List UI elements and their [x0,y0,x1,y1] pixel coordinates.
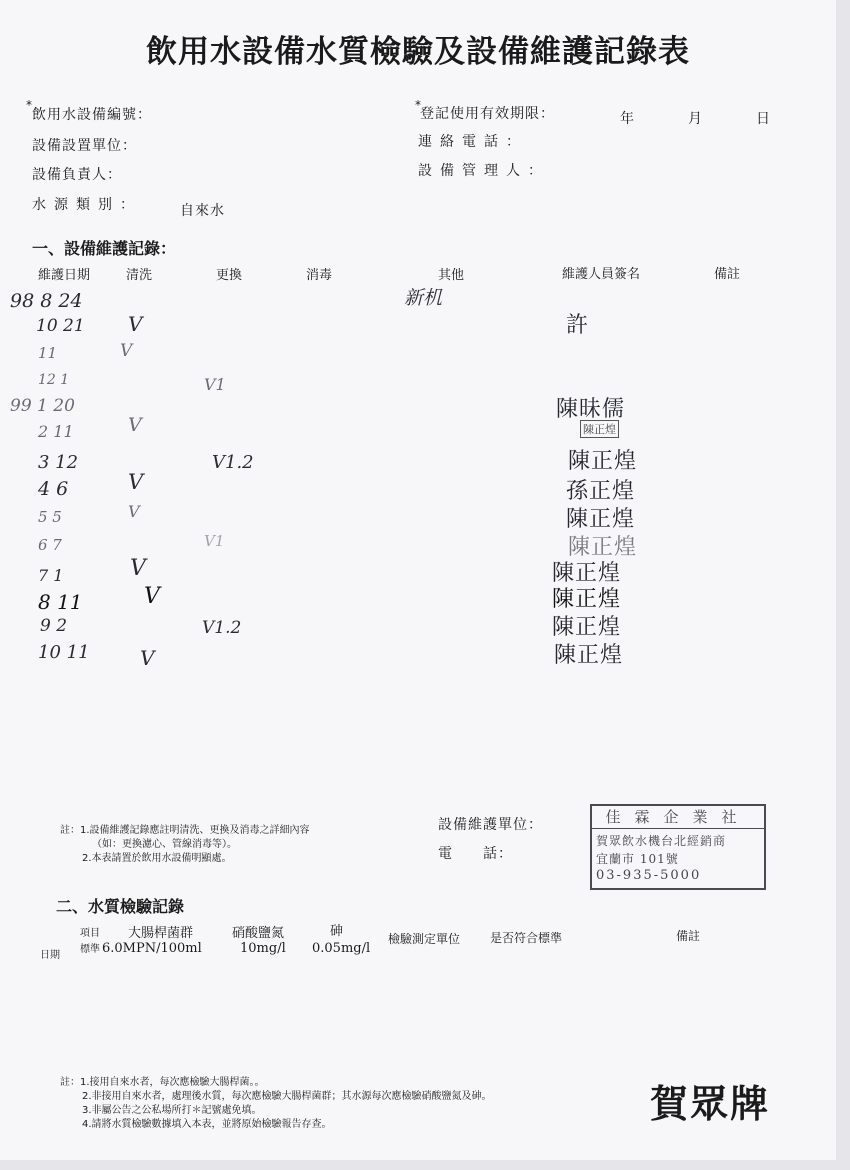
item-label: 項目 [80,928,100,939]
col-disinfect: 消毒 [306,268,333,283]
row-date: 3 12 [38,452,79,473]
company-stamp [590,804,766,890]
row-signature: 孫正煌 [566,479,636,504]
install-unit-label: 設備設置單位： [32,138,137,154]
standard-arsenic: 0.05mg/l [312,941,371,956]
row-date: 6 7 [38,536,62,554]
standard-label: 標準 [80,944,100,955]
row-clean-check: V [130,556,146,581]
row-signature: 陳昧儒 [556,397,626,422]
note-line: 4.請將水質檢驗數據填入本表，並將原始檢驗報告存查。 [82,1119,332,1130]
row-date: 98 8 24 [10,290,83,312]
row-replace: V1 [204,532,225,550]
valid-until-label: 登記使用有效期限： [420,106,555,122]
col-test-unit: 檢驗測定單位 [388,932,461,946]
row-signature: 許 [566,313,590,338]
row-other: 新机 [404,287,443,309]
row-replace: V1.2 [202,618,242,638]
small-signature-stamp: 陳正煌 [580,420,619,438]
year-label: 年 [620,111,635,127]
row-date: 2 11 [38,422,74,441]
maintenance-phone-label: 電 話： [438,846,513,862]
standard-coliform: 6.0MPN/100ml [102,941,202,956]
col-remarks-2: 備註 [676,929,701,943]
stamp-dealer: 賀眾飲水機台北經銷商 [596,834,727,848]
maintenance-section-title: 一、設備維護記錄： [32,239,177,258]
water-source-label: 水源類別： [32,197,142,213]
water-test-notes [60,1076,492,1132]
row-clean-check: V [128,414,142,436]
col-remarks: 備註 [714,267,741,282]
note-line: 註：1.設備維護記錄應註明清洗、更換及消毒之詳細內容 [60,825,310,836]
row-clean-check: V [128,470,144,494]
water-source-value: 自來水 [180,203,225,219]
note-line: 2.本表請置於飲用水設備明顯處。 [82,853,232,864]
col-coliform: 大腸桿菌群 [128,926,194,941]
row-signature: 陳正煌 [566,507,636,532]
row-clean-check: V [128,312,143,336]
row-clean-check: V [120,341,133,361]
row-date: 5 5 [38,508,62,526]
stamp-phone: 03-935-5000 [596,868,702,883]
col-arsenic: 砷 [330,924,344,939]
month-label: 月 [688,111,703,127]
row-date: 10 11 [38,642,90,663]
row-replace: V1 [204,375,226,394]
row-signature: 陳正煌 [552,561,622,586]
row-date: 4 6 [38,478,69,500]
day-label: 日 [756,111,771,127]
brand-logo: 賀眾牌 [650,1082,771,1126]
col-replace: 更換 [216,268,243,283]
row-date: 10 21 [36,316,85,336]
row-signature: 陳正煌 [568,535,638,560]
row-date: 8 11 [38,590,83,614]
col-meets-standard: 是否符合標準 [490,931,563,945]
col-other: 其他 [438,268,465,283]
stamp-address: 宜蘭市 101號 [596,852,679,866]
col-nitrate: 硝酸鹽氮 [232,926,285,941]
row-replace: V1.2 [212,452,254,473]
col-maintenance-date: 維護日期 [38,268,91,283]
row-clean-check: V [144,584,160,609]
asterisk-mark-2: * [415,98,421,112]
manager-label: 設備管理人： [418,163,550,179]
note-line: 註：1.接用自來水者，每次應檢驗大腸桿菌。。 [60,1077,265,1088]
row-signature: 陳正煌 [552,615,622,640]
row-date: 11 [38,344,58,362]
owner-label: 設備負責人： [32,167,122,183]
row-clean-check: V [128,502,140,521]
col-clean: 清洗 [126,268,153,283]
contact-phone-label: 連絡電話： [418,134,528,150]
date-label: 日期 [40,950,60,961]
row-date: 99 1 20 [10,396,75,416]
standard-nitrate: 10mg/l [240,941,286,956]
note-line: 3.非屬公告之公私場所打＊記號處免填。 [82,1105,262,1116]
water-test-section-title: 二、水質檢驗記錄 [56,897,185,916]
row-signature: 陳正煌 [568,449,638,474]
asterisk-mark: * [26,98,32,112]
form-title: 飲用水設備水質檢驗及設備維護記錄表 [146,34,690,70]
row-signature: 陳正煌 [552,587,622,612]
maintenance-notes [60,824,310,866]
row-date: 7 1 [38,566,64,585]
maintenance-unit-label: 設備維護單位： [438,817,543,833]
row-date: 12 1 [38,372,70,388]
col-signer: 維護人員簽名 [562,267,641,282]
row-signature: 陳正煌 [554,643,624,668]
row-clean-check: V [140,646,155,670]
note-line: 2.非接用自來水者，處理後水質，每次應檢驗大腸桿菌群；其水源每次應檢驗硝酸鹽氮及砷。 [82,1091,492,1102]
device-number-label: 飲用水設備編號： [32,107,152,123]
note-line: （如：更換濾心、管線消毒等）。 [92,839,237,850]
stamp-company-name: 佳霖企業社 [592,806,764,829]
row-date: 9 2 [40,616,68,636]
